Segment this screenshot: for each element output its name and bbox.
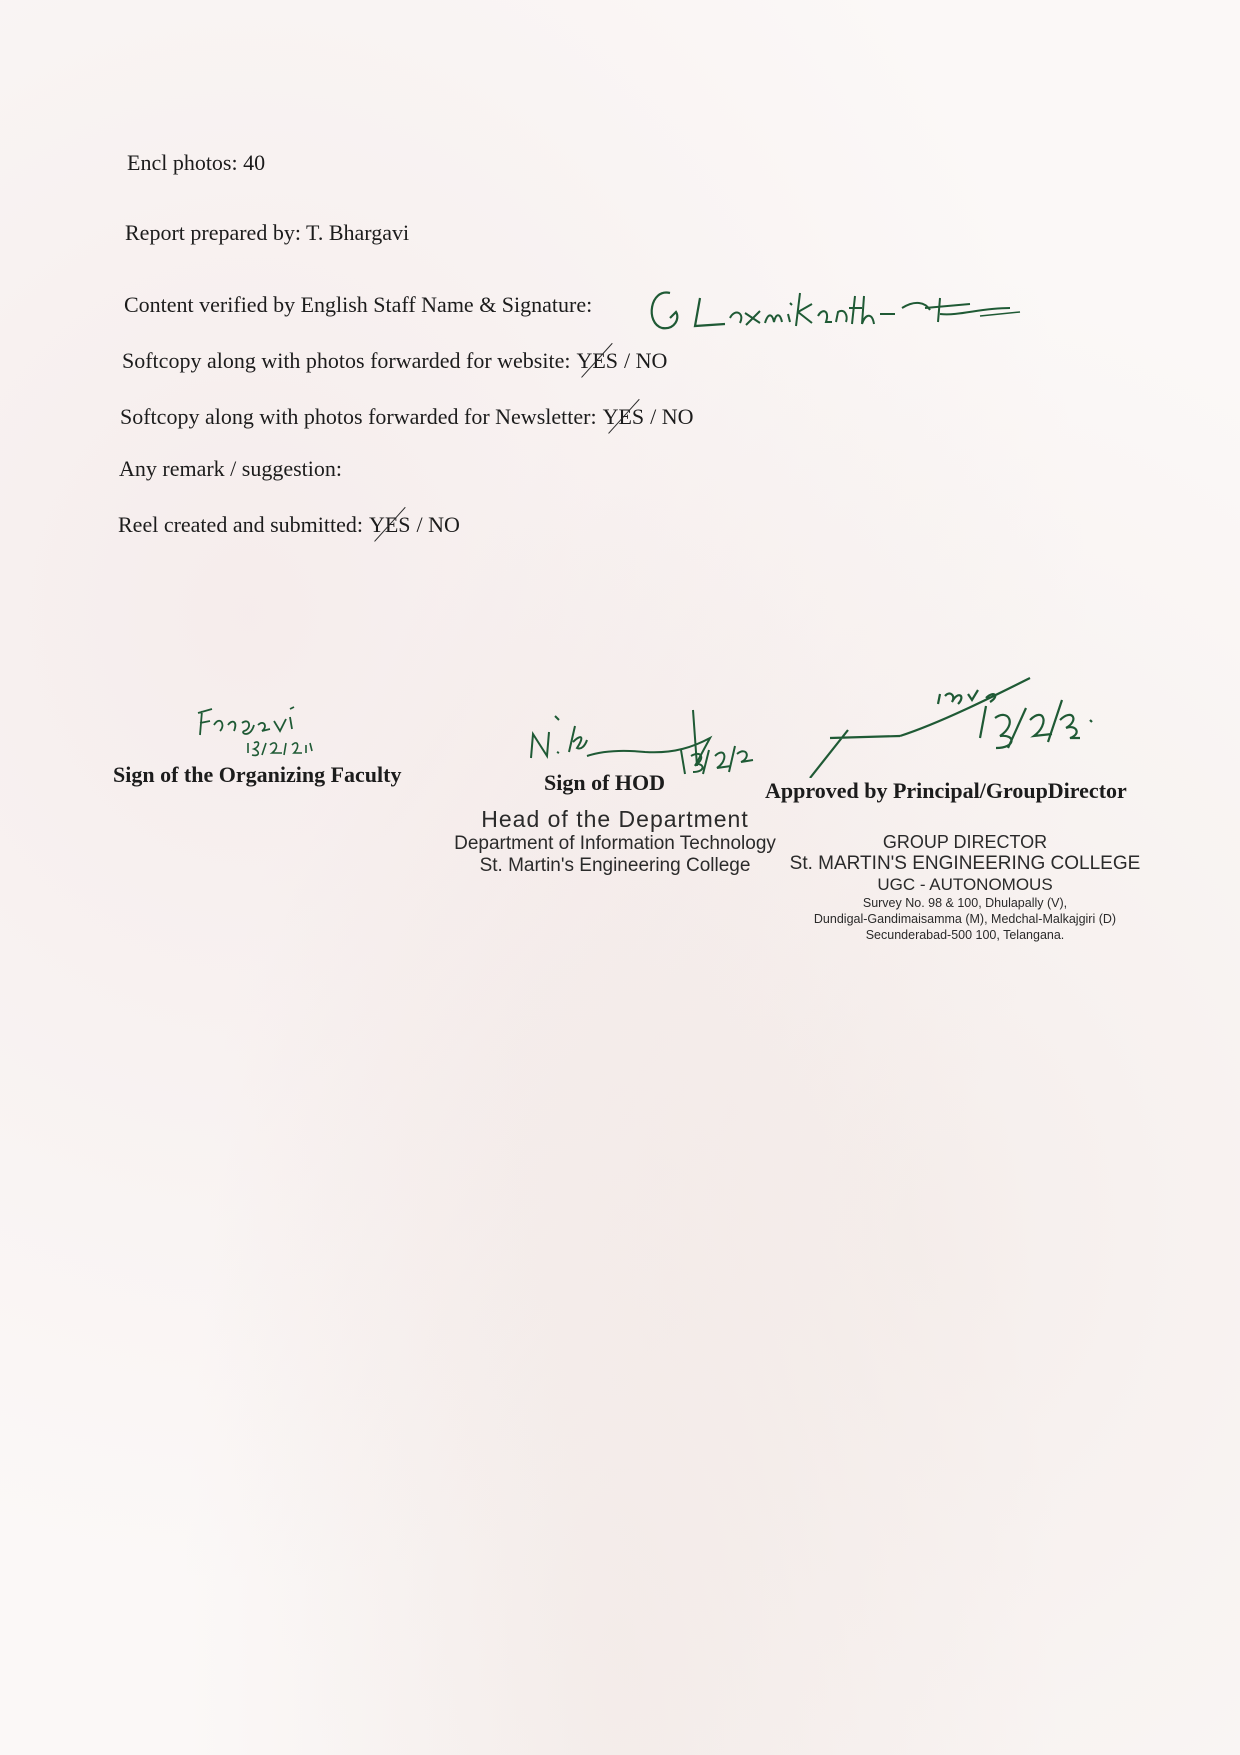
english-staff-signature	[640, 278, 1030, 348]
reel-line	[118, 512, 460, 538]
director-stamp-address-2: Dundigal-Gandimaisamma (M), Medchal-Malkajgiri (D)	[813, 912, 1117, 926]
remark-text: Any remark / suggestion:	[119, 456, 343, 481]
newsletter-line	[120, 404, 694, 430]
newsletter-yes-struck: YES	[602, 404, 645, 429]
group-director-stamp	[785, 832, 1145, 943]
website-yes-struck: YES	[576, 348, 619, 373]
principal-sign-label: Approved by Principal/GroupDirector	[765, 778, 1127, 803]
website-no: / NO	[624, 348, 668, 373]
faculty-signature	[190, 695, 340, 760]
newsletter-label: Softcopy along with photos forwarded for Newsletter:	[120, 404, 597, 429]
prepared-by-text: Report prepared by: T. Bhargavi	[125, 220, 410, 245]
director-stamp-college: St. MARTIN'S ENGINEERING COLLEGE	[789, 853, 1141, 874]
faculty-sign-label: Sign of the Organizing Faculty	[113, 762, 402, 787]
website-line	[122, 348, 667, 374]
principal-signature	[790, 668, 1100, 778]
hod-stamp-college: St. Martin's Engineering College	[479, 855, 751, 876]
newsletter-no: / NO	[650, 404, 694, 429]
reel-yes-struck: YES	[368, 512, 411, 537]
encl-photos-line	[127, 150, 265, 176]
hod-signature	[525, 706, 775, 776]
content-verified-text: Content verified by English Staff Name & Signature:	[124, 292, 593, 317]
director-stamp-title: GROUP DIRECTOR	[882, 832, 1048, 852]
hod-stamp-dept: Department of Information Technology	[454, 833, 776, 854]
director-stamp-address-3: Secunderabad-500 100, Telangana.	[865, 928, 1065, 942]
hod-stamp-title: Head of the Department	[481, 806, 749, 832]
encl-photos-text: Encl photos: 40	[127, 150, 266, 175]
director-stamp-status: UGC - AUTONOMOUS	[877, 875, 1053, 894]
reel-label: Reel created and submitted:	[118, 512, 363, 537]
website-label: Softcopy along with photos forwarded for website:	[122, 348, 571, 373]
reel-no: / NO	[416, 512, 460, 537]
hod-sign-label: Sign of HOD	[544, 770, 666, 795]
hod-stamp	[430, 806, 800, 877]
director-stamp-address-1: Survey No. 98 & 100, Dhulapally (V),	[862, 896, 1068, 910]
remark-line	[119, 456, 342, 482]
content-verified-line	[124, 292, 592, 318]
prepared-by-line	[125, 220, 409, 246]
